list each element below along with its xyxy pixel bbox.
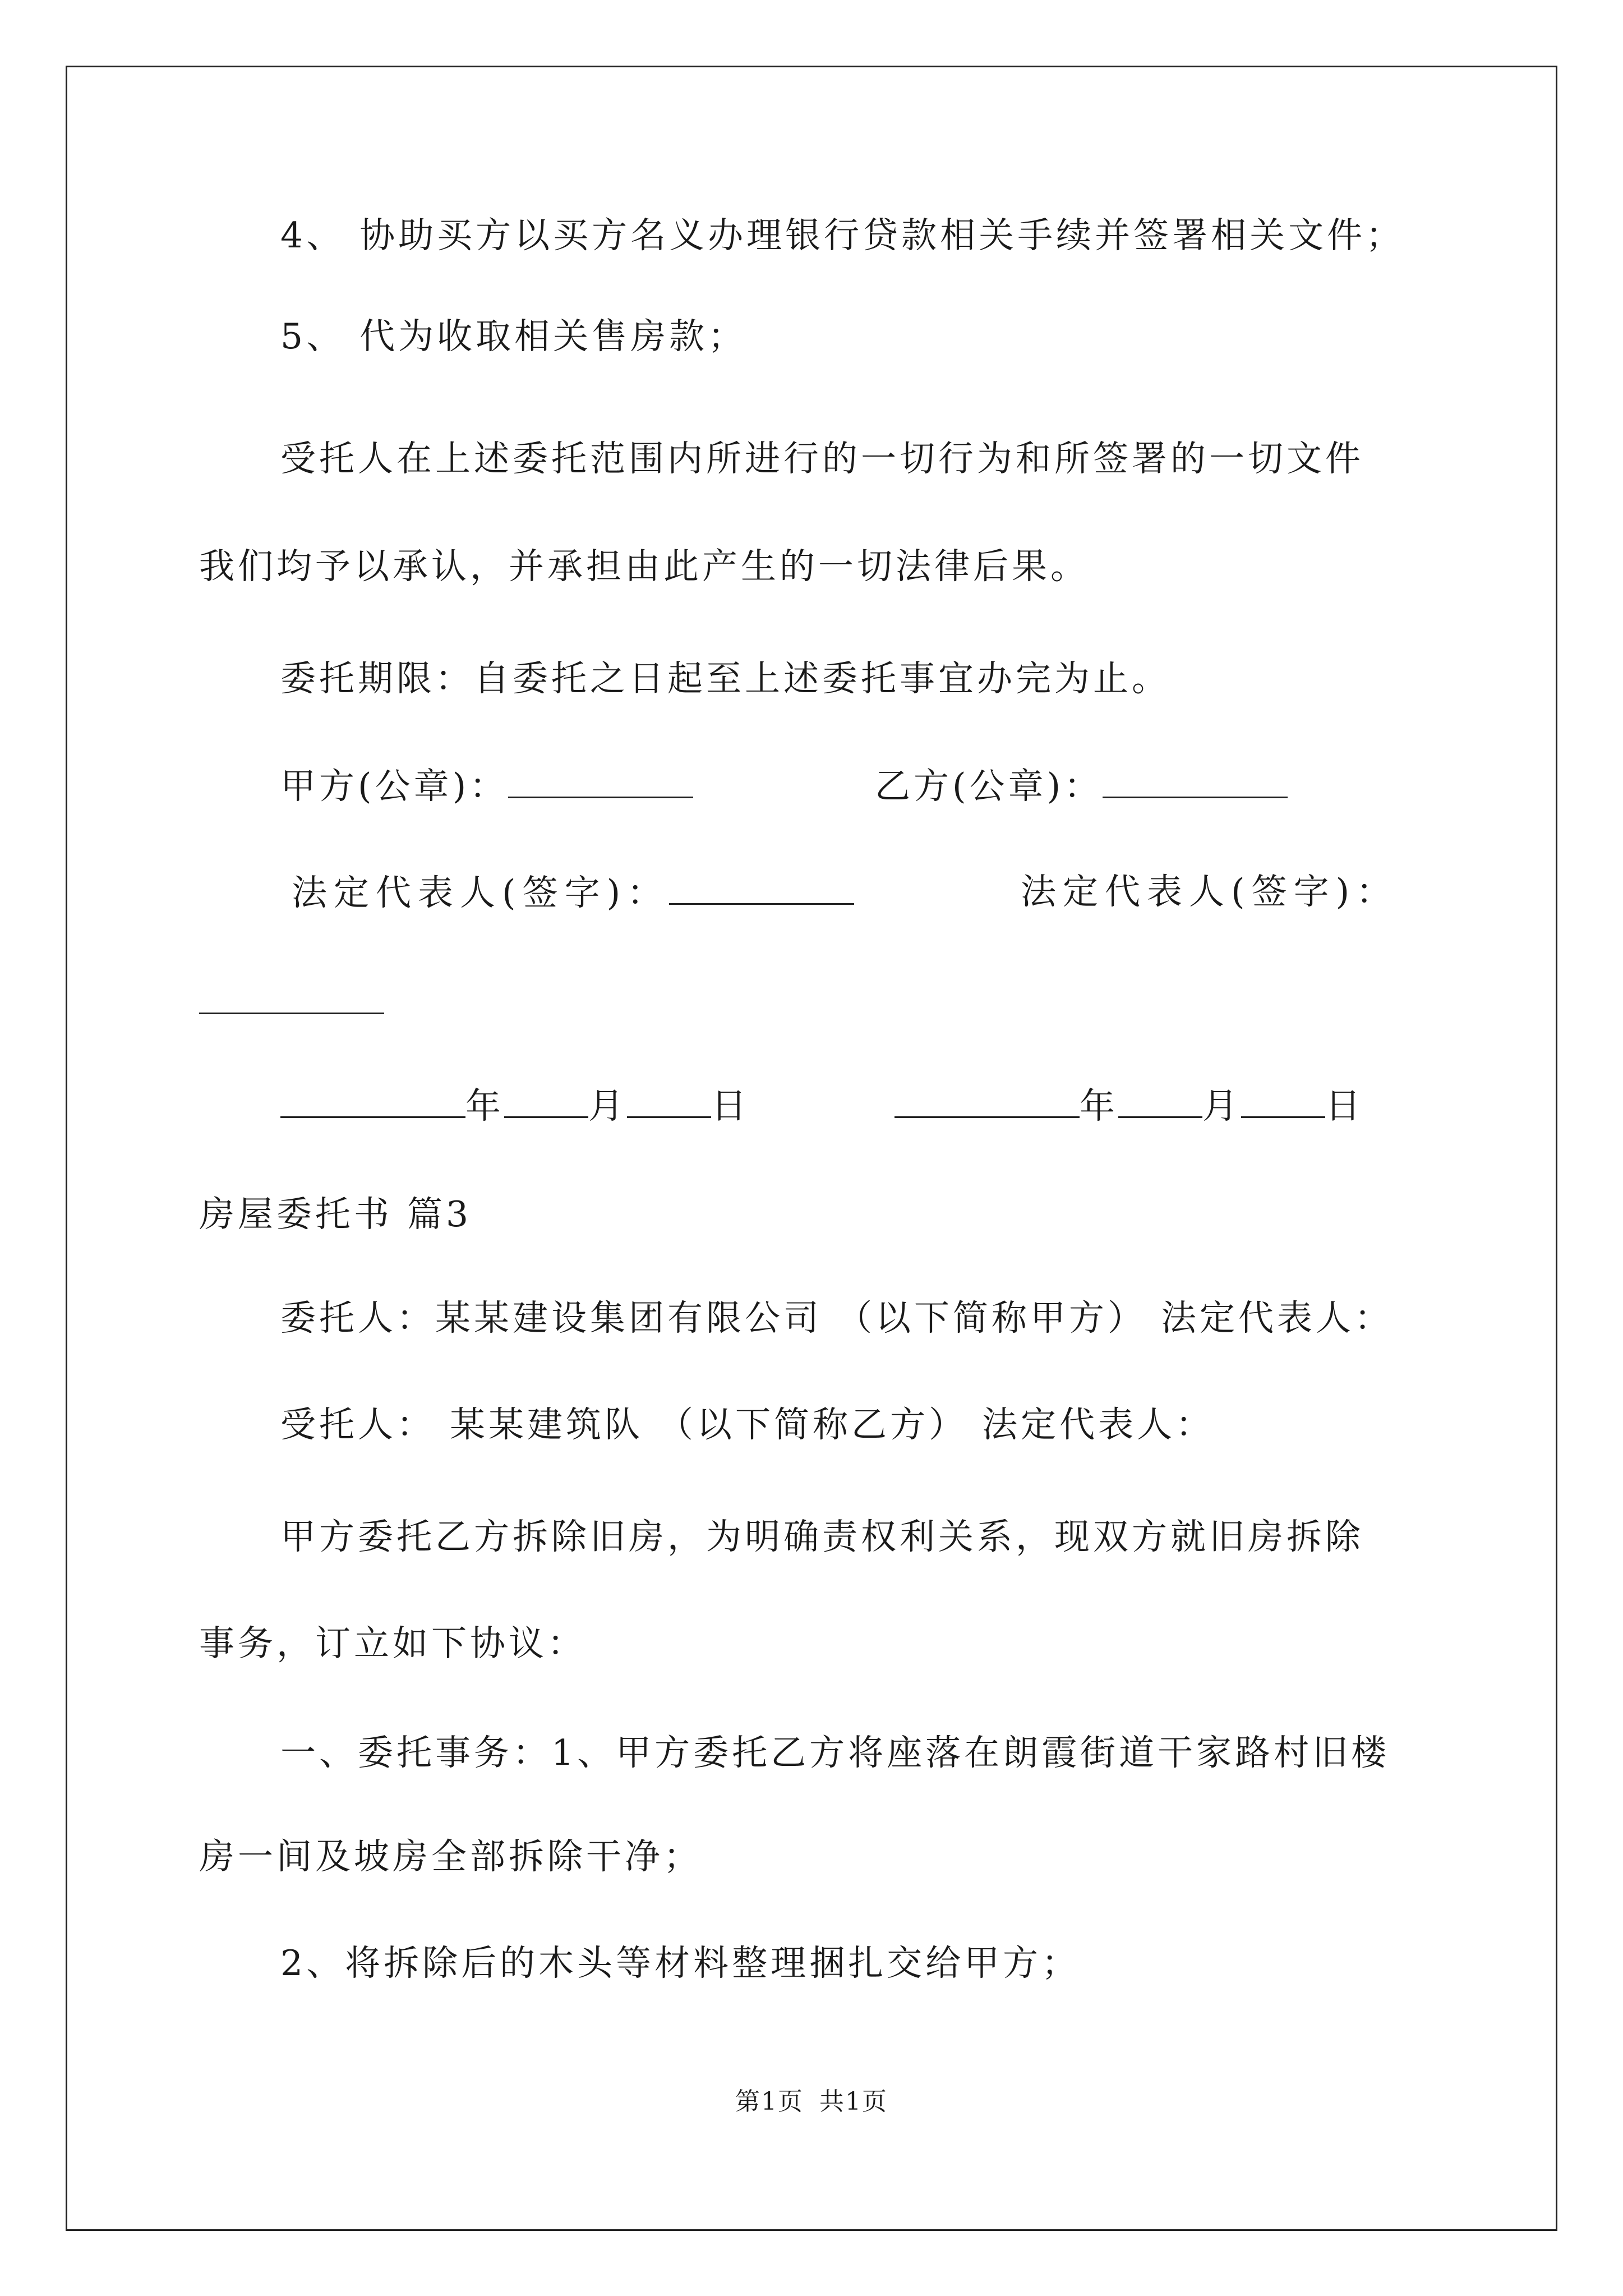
paragraph-entrusted-matters-line1: 一、委托事务：1、甲方委托乙方将座落在朗霞街道干家路村旧楼 [280,1732,1390,1773]
legal-rep-b-label: 法定代表人(签字)： [1021,871,1399,912]
paragraph-agent: 受托人： 某某建筑队 （以下简称乙方） 法定代表人： [280,1404,1215,1445]
party-a-seal-row [280,763,693,809]
date-b-day-label: 日 [1325,1085,1364,1126]
paragraph-materials: 2、将拆除后的木头等材料整理捆扎交给甲方； [280,1943,1081,1984]
date-b-year-label: 年 [1080,1085,1118,1126]
date-a-month-blank [504,1083,588,1118]
date-a-month-label: 月 [588,1085,627,1126]
page-footer [0,2081,1623,2117]
date-b-day-blank [1241,1083,1325,1118]
paragraph-item-5: 5、 代为收取相关售房款； [280,316,747,357]
date-b-month-label: 月 [1202,1085,1241,1126]
legal-rep-a-blank [669,869,854,905]
paragraph-principal: 委托人：某某建设集团有限公司 （以下简称甲方） 法定代表人： [280,1297,1394,1338]
paragraph-purpose-line1: 甲方委托乙方拆除旧房，为明确责权利关系，现双方就旧房拆除 [280,1516,1364,1557]
paragraph-term: 委托期限：自委托之日起至上述委托事宜办完为止。 [280,658,1170,699]
page-total: 共1页 [819,2087,888,2116]
date-b-row [895,1083,1364,1129]
legal-rep-b-blank-row [199,979,384,1025]
legal-rep-b-blank [199,979,384,1014]
party-a-seal-blank [508,763,693,798]
legal-rep-b-row [1021,869,1398,914]
paragraph-scope-line2: 我们均予以承认，并承担由此产生的一切法律后果。 [199,546,1089,587]
legal-rep-a-row [292,869,854,915]
date-a-day-label: 日 [711,1085,750,1126]
party-b-seal-label: 乙方(公章)： [875,766,1103,807]
paragraph-scope-line1: 受托人在上述委托范围内所进行的一切行为和所签署的一切文件 [280,438,1364,479]
date-a-day-blank [627,1083,711,1118]
legal-rep-a-label: 法定代表人(签字)： [292,872,670,913]
party-b-seal-row [875,763,1288,809]
section-title: 房屋委托书 篇3 [199,1194,472,1235]
date-a-year-blank [280,1083,465,1118]
paragraph-item-4: 4、 协助买方以买方名义办理银行贷款相关手续并签署相关文件； [280,215,1405,256]
date-a-year-label: 年 [465,1085,504,1126]
date-b-year-blank [895,1083,1080,1118]
party-a-seal-label: 甲方(公章)： [280,766,509,807]
date-a-row [280,1083,750,1129]
party-b-seal-blank [1103,763,1288,798]
date-b-month-blank [1118,1083,1202,1118]
page-number: 第1页 [735,2087,804,2116]
paragraph-purpose-line2: 事务，订立如下协议： [199,1623,586,1664]
page-border [66,66,1557,2231]
paragraph-entrusted-matters-line2: 房一间及坡房全部拆除干净； [199,1836,702,1877]
